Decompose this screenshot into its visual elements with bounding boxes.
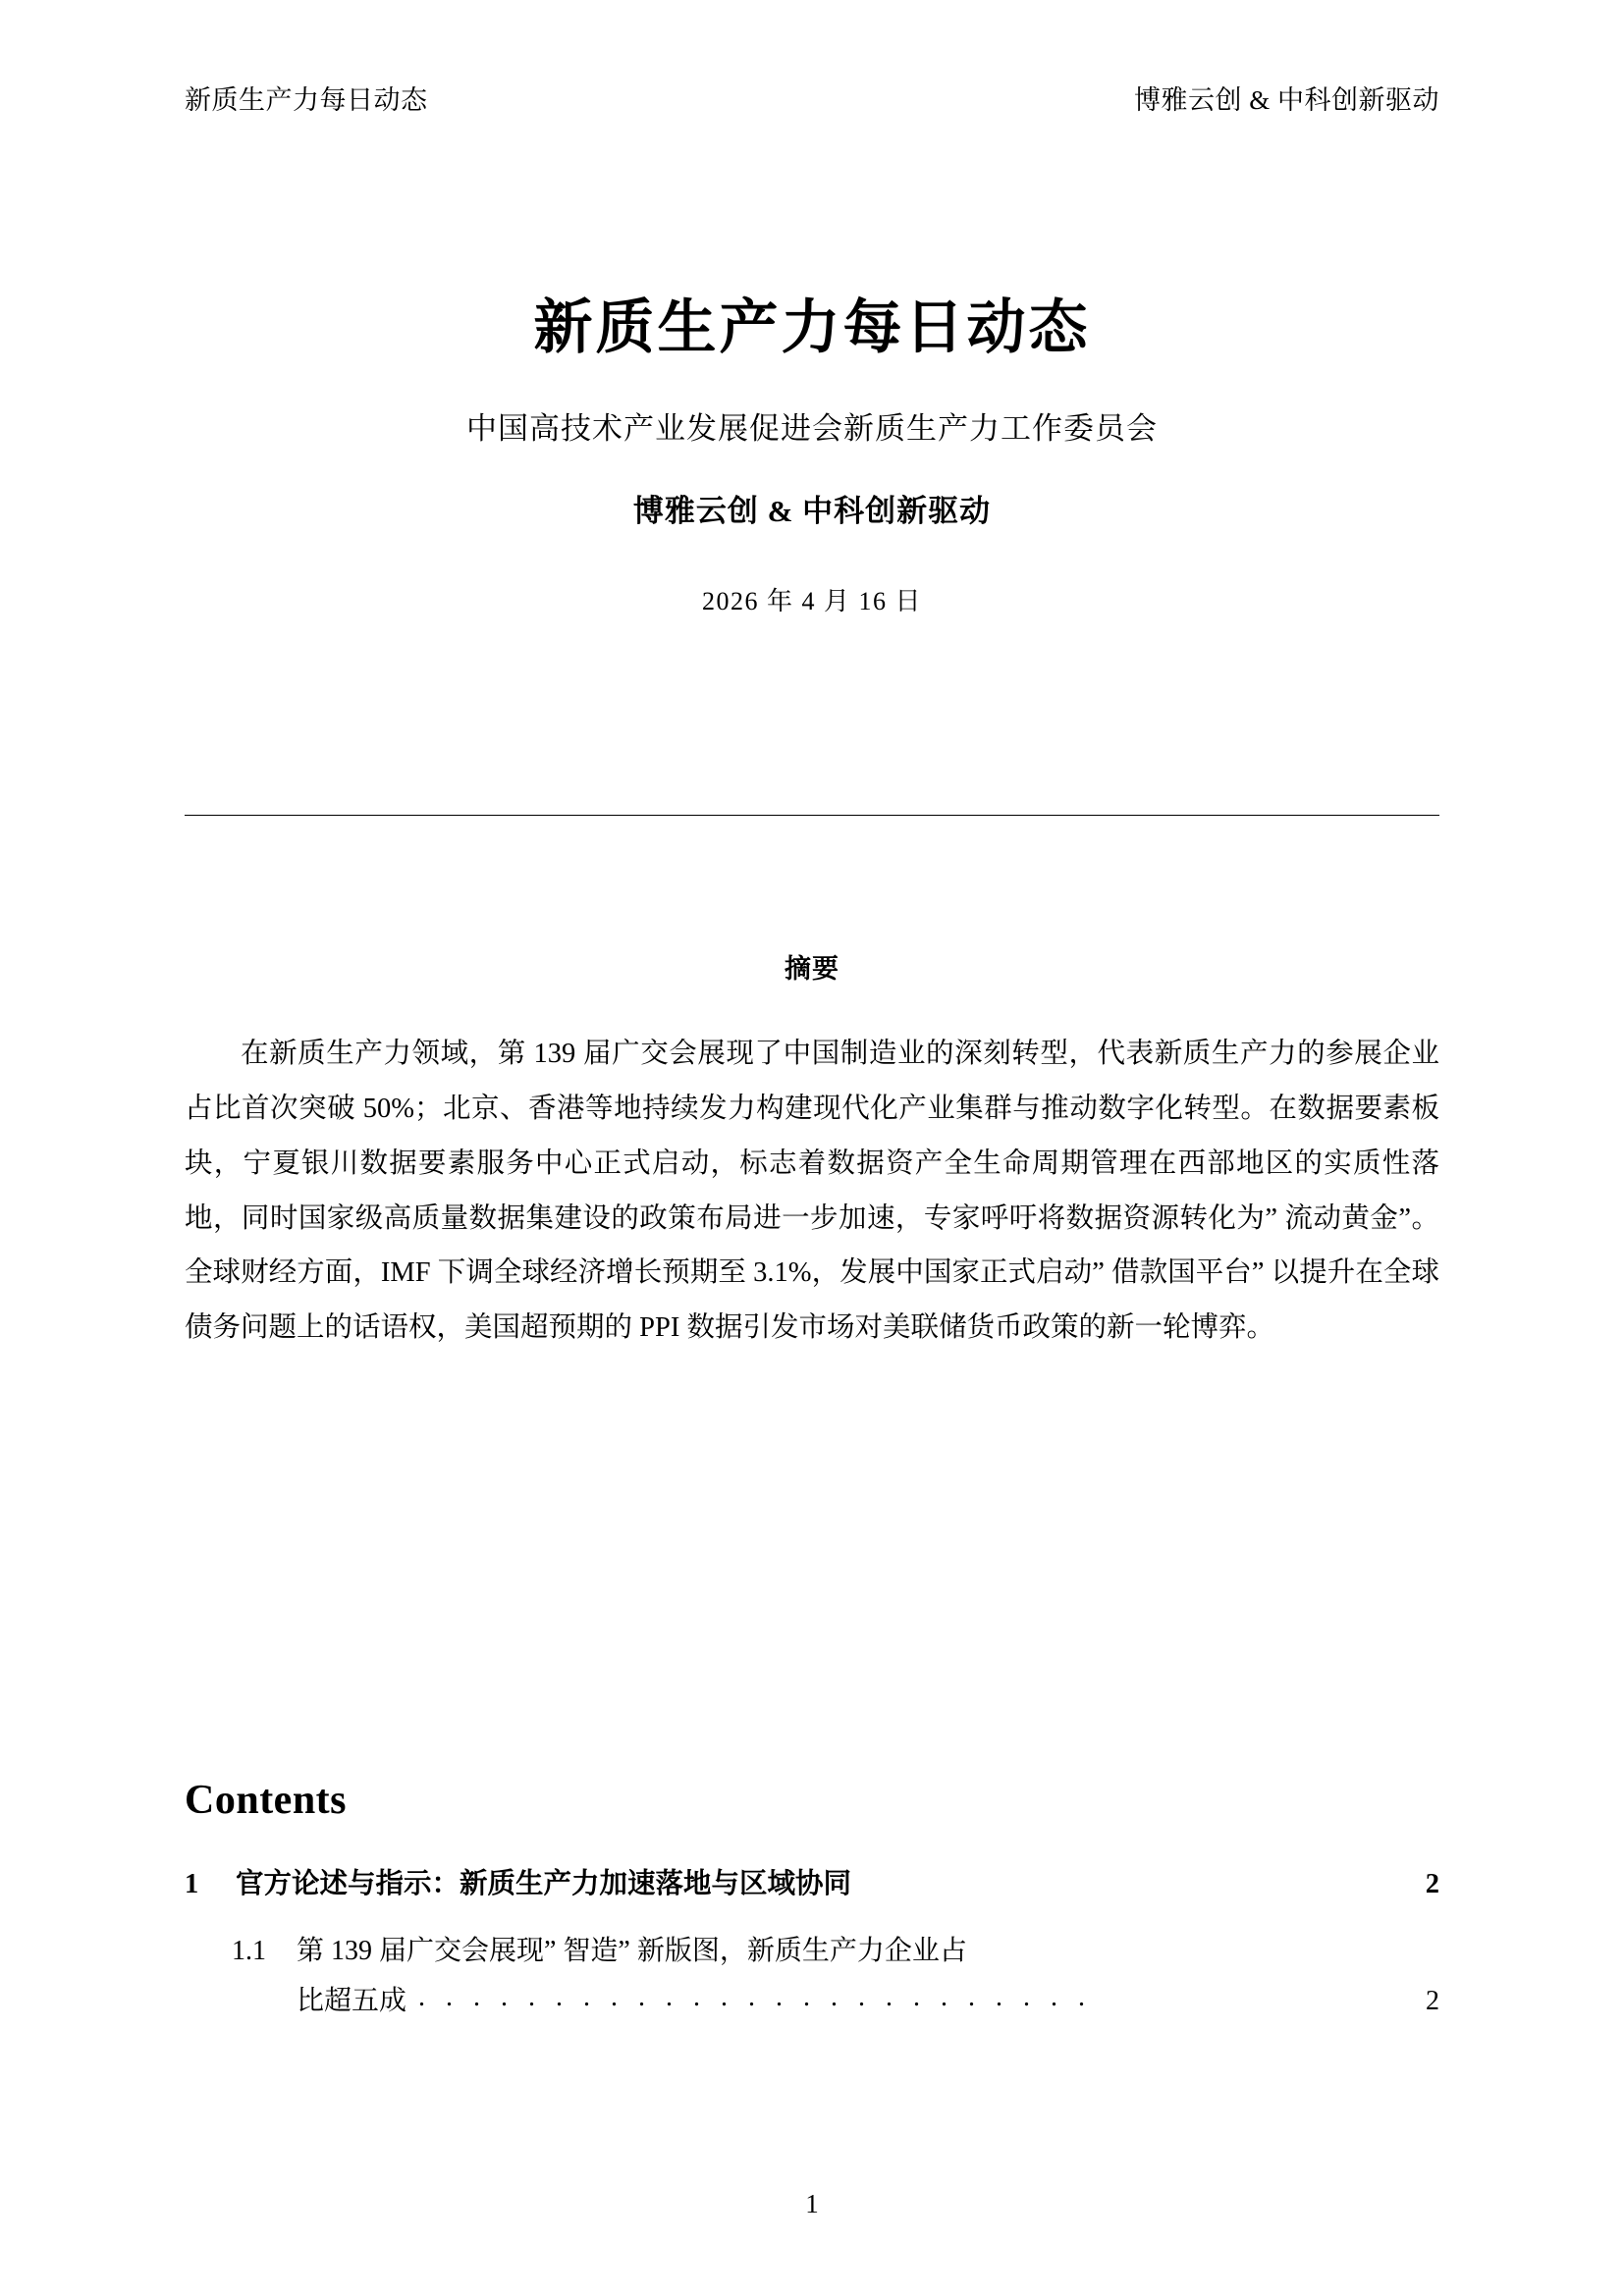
running-header-right: 博雅云创 & 中科创新驱动 [1133,85,1439,115]
sponsors-line: 博雅云创 & 中科创新驱动 [632,494,992,529]
abstract-body: 在新质生产力领域，第 139 届广交会展现了中国制造业的深刻转型，代表新质生产力的参展企业占比首次突破 50%；北京、香港等地持续发力构建现代化产业集群与推动数字化转型。在数据要素板块，宁夏银川数据要素服务中心正式启动，标志着数据资产全生命周期管理在西部地区的实质性落地，同时国家级高质量数据集建设的政策布局进一步加速，专家呼吁将数据资源转化为” 流动黄金”。全球财经方面，IMF 下调全球经济增长预期至 3.1%，发展中国家正式启动” 借款国平台” 以提升在全球债务问题上的话语权，美国超预期的 PPI 数据引发市场对美联储货币政策的新一轮博弈。 [185,1039,1439,1344]
toc-entry-number: 1.1 [232,1936,266,1966]
publication-date: 2026 年 4 月 16 日 [701,587,922,616]
toc-entry-line-two [297,1977,1439,2027]
horizontal-rule [185,815,1439,816]
toc-entry-label-continued: 比超五成 [297,1985,407,2016]
contents-heading: Contents [185,1778,348,1823]
toc-entry-label: 官方论述与指示：新质生产力加速落地与区域协同 [236,1869,852,1899]
toc-entry-label: 第 139 届广交会展现” 智造” 新版图，新质生产力企业占 [297,1936,967,1966]
abstract-heading: 摘要 [785,954,839,984]
running-header [185,79,1439,117]
toc-leader-dots: . . . . . . . . . . . . . . . . . . . . . . . . . [418,1981,1093,2012]
page-number: 1 [805,2189,819,2218]
toc-entry-page: 2 [1425,1869,1439,1899]
table-of-contents [185,1777,1439,2027]
toc-entry-level1[interactable] [185,1861,1439,1901]
running-header-left: 新质生产力每日动态 [185,85,428,115]
toc-entry-number: 1 [185,1869,199,1899]
toc-entry-page: 2 [1426,1985,1439,2016]
title-block [185,294,1439,617]
toc-entry-level2[interactable] [232,1927,1439,2027]
page-title: 新质生产力每日动态 [533,295,1091,360]
toc-entry-line-one [232,1927,1439,1977]
abstract-section [185,947,1439,1356]
organization-line: 中国高技术产业发展促进会新质生产力工作委员会 [466,411,1158,446]
